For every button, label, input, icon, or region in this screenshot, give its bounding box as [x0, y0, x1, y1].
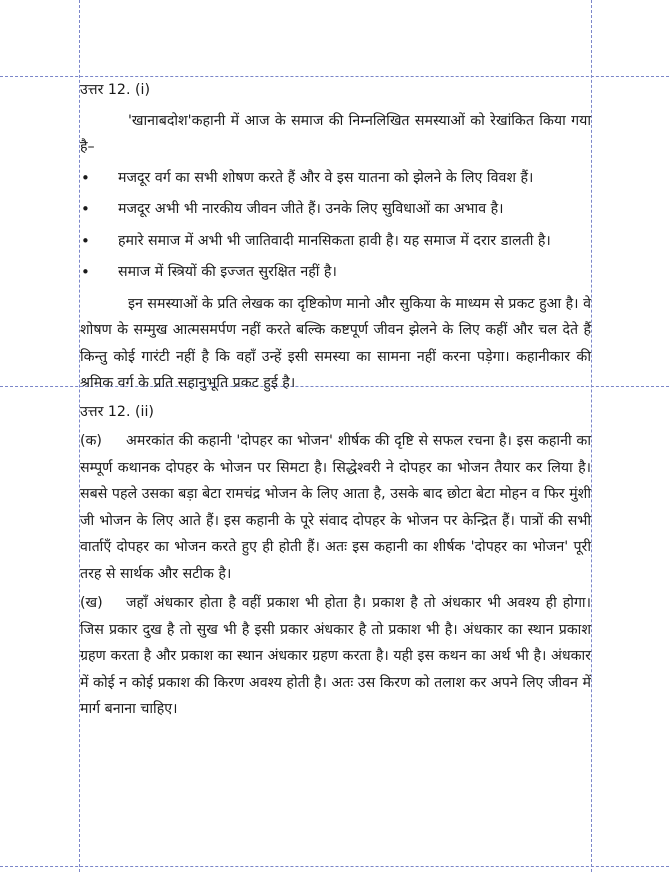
document-content: [80, 77, 591, 725]
answer-12-i-heading: उत्तर 12. (i): [80, 82, 150, 98]
answer-12-ii-heading: उत्तर 12. (ii): [80, 403, 154, 420]
bullet-icon: •: [81, 231, 90, 250]
list-item-text: समाज में स्त्रियों की इज्जत सुरक्षित नहीं है।: [118, 264, 337, 280]
answer-12-i-conclusion: इन समस्याओं के प्रति लेखक का दृष्टिकोण मानो और सुकिया के माध्यम से प्रकट हुआ है। वे शोषण के सम्मुख आत्मसमर्पण नहीं करते बल्कि कष्टपूर्ण जीवन झेलने के लिए कहीं और चल देते हैं किन्तु कोई गारंटी नहीं है कि वहाँ उन्हें इसी समस्या का सामना नहीं करना पड़ेगा। कहानीकार की श्रमिक वर्ग के प्रति सहानुभूति प्रकट हुई है।: [80, 295, 591, 391]
bullet-icon: •: [81, 263, 90, 281]
answer-12-i-section: [80, 77, 591, 397]
list-item-text: हमारे समाज में अभी भी जातिवादी मानसिकता हावी है। यह समाज में दरार डालती है।: [118, 232, 551, 249]
right-margin-guide: [591, 0, 592, 872]
answer-part-ka: [80, 428, 591, 587]
list-item: [80, 228, 591, 255]
list-item: [80, 259, 591, 286]
part-kha-text: जहाँ अंधकार होता है वहीं प्रकाश भी होता है। प्रकाश है तो अंधकार भी अवश्य ही होगा। जिस प्रकार दुख है तो सुख भी है इसी प्रकार अंधकार है तो प्रकाश भी है। अंधकार का स्थान प्रकाश ग्रहण करता है और प्रकाश का स्थान अंधकार ग्रहण करता है। यही इस कथन का अर्थ भी है। अंधकार में कोई न कोई प्रकाश की किरण अवश्य होती है। अतः उस किरण को तलाश कर अपने लिए जीवन में मार्ग बनाना चाहिए।: [80, 595, 591, 717]
bullet-icon: •: [81, 200, 90, 218]
answer-12-ii-section: [80, 399, 591, 723]
part-ka-marker: (क): [80, 433, 102, 449]
list-item-text: मजदूर वर्ग का सभी शोषण करते हैं और वे इस यातना को झेलने के लिए विवश हैं।: [118, 169, 534, 186]
list-item: [80, 165, 591, 192]
problem-list: [80, 165, 591, 286]
bottom-margin-guide: [0, 866, 669, 867]
answer-part-kha: [80, 590, 591, 723]
bullet-icon: •: [81, 168, 90, 187]
list-item-text: मजदूर अभी भी नारकीय जीवन जीते हैं। उनके लिए सुविधाओं का अभाव है।: [118, 201, 504, 217]
list-item: [80, 196, 591, 223]
answer-12-i-intro: 'खानाबदोश'कहानी में आज के समाज की निम्नलिखित समस्याओं को रेखांकित किया गया है–: [80, 112, 591, 155]
part-ka-text: अमरकांत की कहानी 'दोपहर का भोजन' शीर्षक की दृष्टि से सफल रचना है। इस कहानी का सम्पूर्ण कथानक दोपहर के भोजन पर सिमटा है। सिद्धेश्वरी ने दोपहर का भोजन तैयार कर लिया है। सबसे पहले उसका बड़ा बेटा रामचंद्र भोजन के लिए आता है, उसके बाद छोटा बेटा मोहन व फिर मुंशी जी भोजन के लिए आते हैं। इस कहानी के पूरे संवाद दोपहर के भोजन पर केन्द्रित हैं। पात्रों की सभी वार्ताएँ दोपहर का भोजन करते हुए ही होती हैं। अतः इस कहानी का शीर्षक 'दोपहर का भोजन' पूरी तरह से सार्थक और सटीक है।: [80, 433, 591, 582]
part-kha-marker: (ख): [80, 595, 103, 611]
